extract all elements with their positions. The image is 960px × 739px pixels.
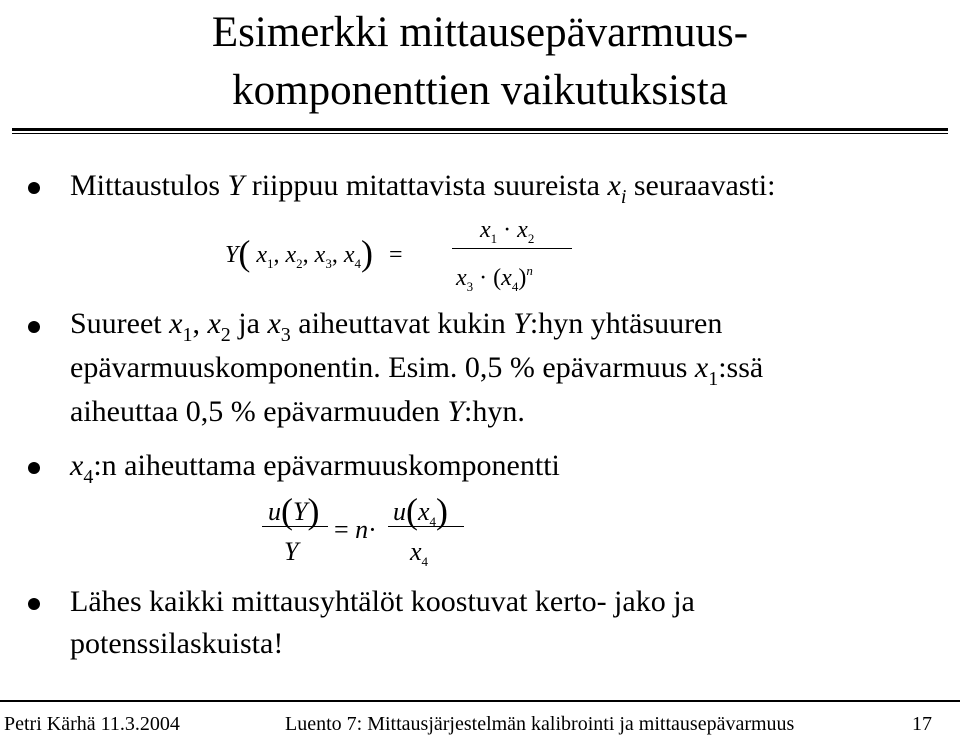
bullet-4-line-1: Lähes kaikki mittausyhtälöt koostuvat kerto- jako ja	[70, 585, 695, 618]
bullet-dot	[28, 462, 40, 474]
bullet-2-line-1: Suureet $x_1$, $x_2$ ja $x_3$ aiheuttavat kukin Y:hyn yhtäsuuren	[70, 307, 723, 346]
bullet-2-line-3: aiheuttaa 0,5 % epävarmuuden Y:hyn.	[70, 395, 525, 428]
bullet-3-text: $x_4:n$ aiheuttama epävarmuuskomponentti	[70, 449, 560, 488]
title-line-1: Esimerkki mittausepävarmuus-	[211, 9, 749, 56]
footer-author-date: Petri Kärhä 11.3.2004	[4, 713, 180, 735]
bullet-2-line-2: epävarmuuskomponentin. Esim. 0,5 % epävarmuus $x_1:ssä$	[70, 351, 764, 390]
bullet-dot	[28, 598, 40, 610]
footer-course-title: Luento 7: Mittausjärjestelmän kalibrointi ja mittausepävarmuus	[285, 713, 795, 735]
bullet-1-text: Mittaustulos Y riippuu mitattavista suureista $x_i$ seuraavasti:	[70, 169, 776, 208]
bullet-dot	[28, 182, 40, 194]
slide-footer	[0, 700, 960, 739]
bullet-4-line-2: potenssilaskuista!	[70, 627, 284, 660]
title-line-2: komponenttien vaikutuksista	[232, 67, 728, 114]
footer-page-number: 17	[912, 713, 932, 735]
bullet-dot	[28, 321, 40, 333]
title-divider	[12, 128, 948, 134]
